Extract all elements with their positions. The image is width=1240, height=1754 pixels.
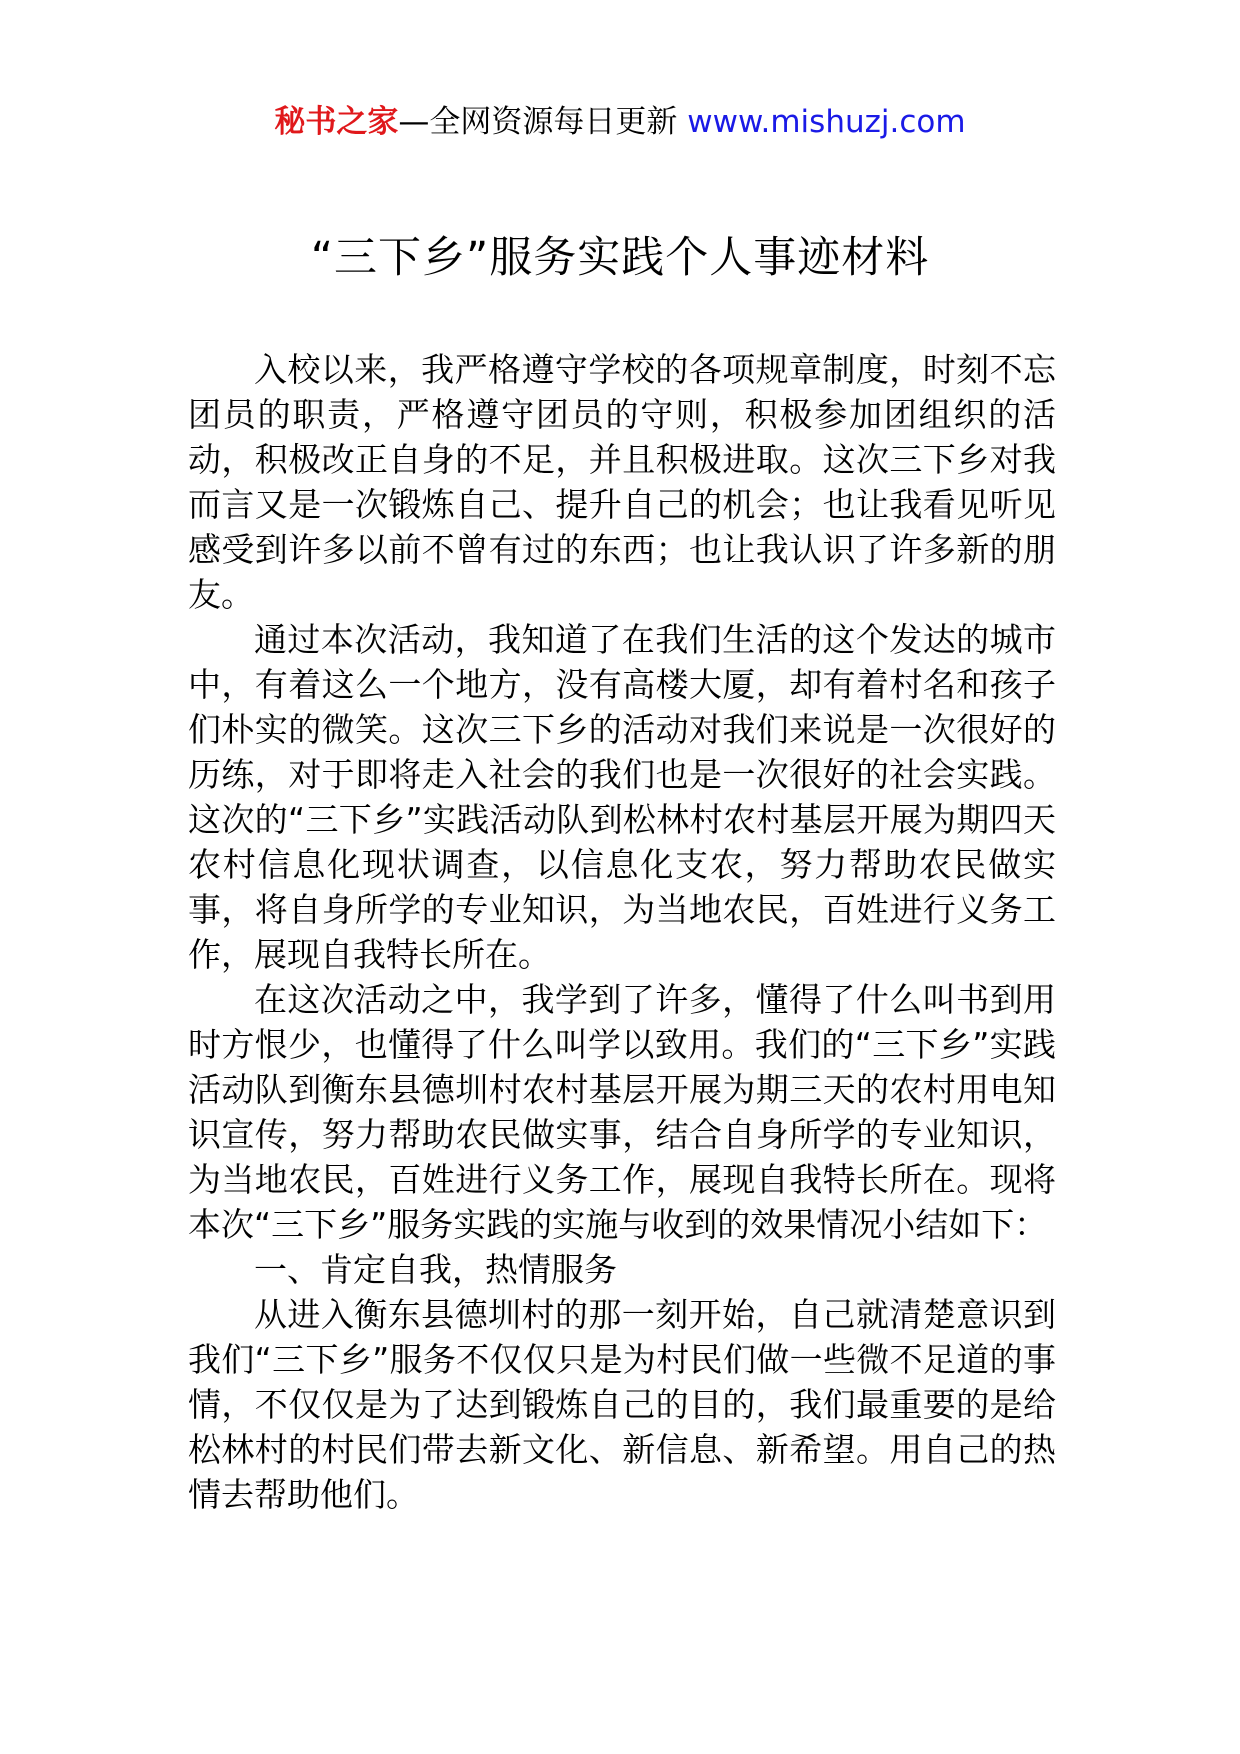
document-title: “三下乡”服务实践个人事迹材料 bbox=[310, 233, 930, 283]
document-body bbox=[188, 347, 1056, 1517]
paragraph: 入校以来，我严格遵守学校的各项规章制度，时刻不忘团员的职责，严格遵守团员的守则，积极参加团组织的活动，积极改正自身的不足，并且积极进取。这次三下乡对我而言又是一次锻炼自己、提升自己的机会；也让我看见听见感受到许多以前不曾有过的东西；也让我认识了许多新的朋友。 bbox=[188, 350, 1056, 614]
section-heading: 一、肯定自我，热情服务 bbox=[254, 1250, 617, 1289]
paragraph: 通过本次活动，我知道了在我们生活的这个发达的城市中，有着这么一个地方，没有高楼大厦，却有着村名和孩子们朴实的微笑。这次三下乡的活动对我们来说是一次很好的历练，对于即将走入社会的我们也是一次很好的社会实践。这次的“三下乡”实践活动队到松林村农村基层开展为期四天农村信息化现状调查，以信息化支农，努力帮助农民做实事，将自身所学的专业知识，为当地农民，百姓进行义务工作，展现自我特长所在。 bbox=[188, 620, 1056, 974]
site-header bbox=[0, 100, 1240, 144]
paragraph: 从进入衡东县德圳村的那一刻开始，自己就清楚意识到我们“三下乡”服务不仅仅只是为村民们做一些微不足道的事情，不仅仅是为了达到锻炼自己的目的，我们最重要的是给松林村的村民们带去新文化、新信息、新希望。用自己的热情去帮助他们。 bbox=[188, 1295, 1056, 1514]
website-link[interactable]: www.mishuzj.com bbox=[687, 104, 966, 140]
header-slogan: —全网资源每日更新 bbox=[398, 104, 678, 140]
brand-name: 秘书之家 bbox=[274, 104, 399, 140]
paragraph: 在这次活动之中，我学到了许多，懂得了什么叫书到用时方恨少，也懂得了什么叫学以致用。我们的“三下乡”实践活动队到衡东县德圳村农村基层开展为期三天的农村用电知识宣传，努力帮助农民做实事，结合自身所学的专业知识，为当地农民，百姓进行义务工作，展现自我特长所在。现将本次“三下乡”服务实践的实施与收到的效果情况小结如下： bbox=[188, 980, 1056, 1244]
